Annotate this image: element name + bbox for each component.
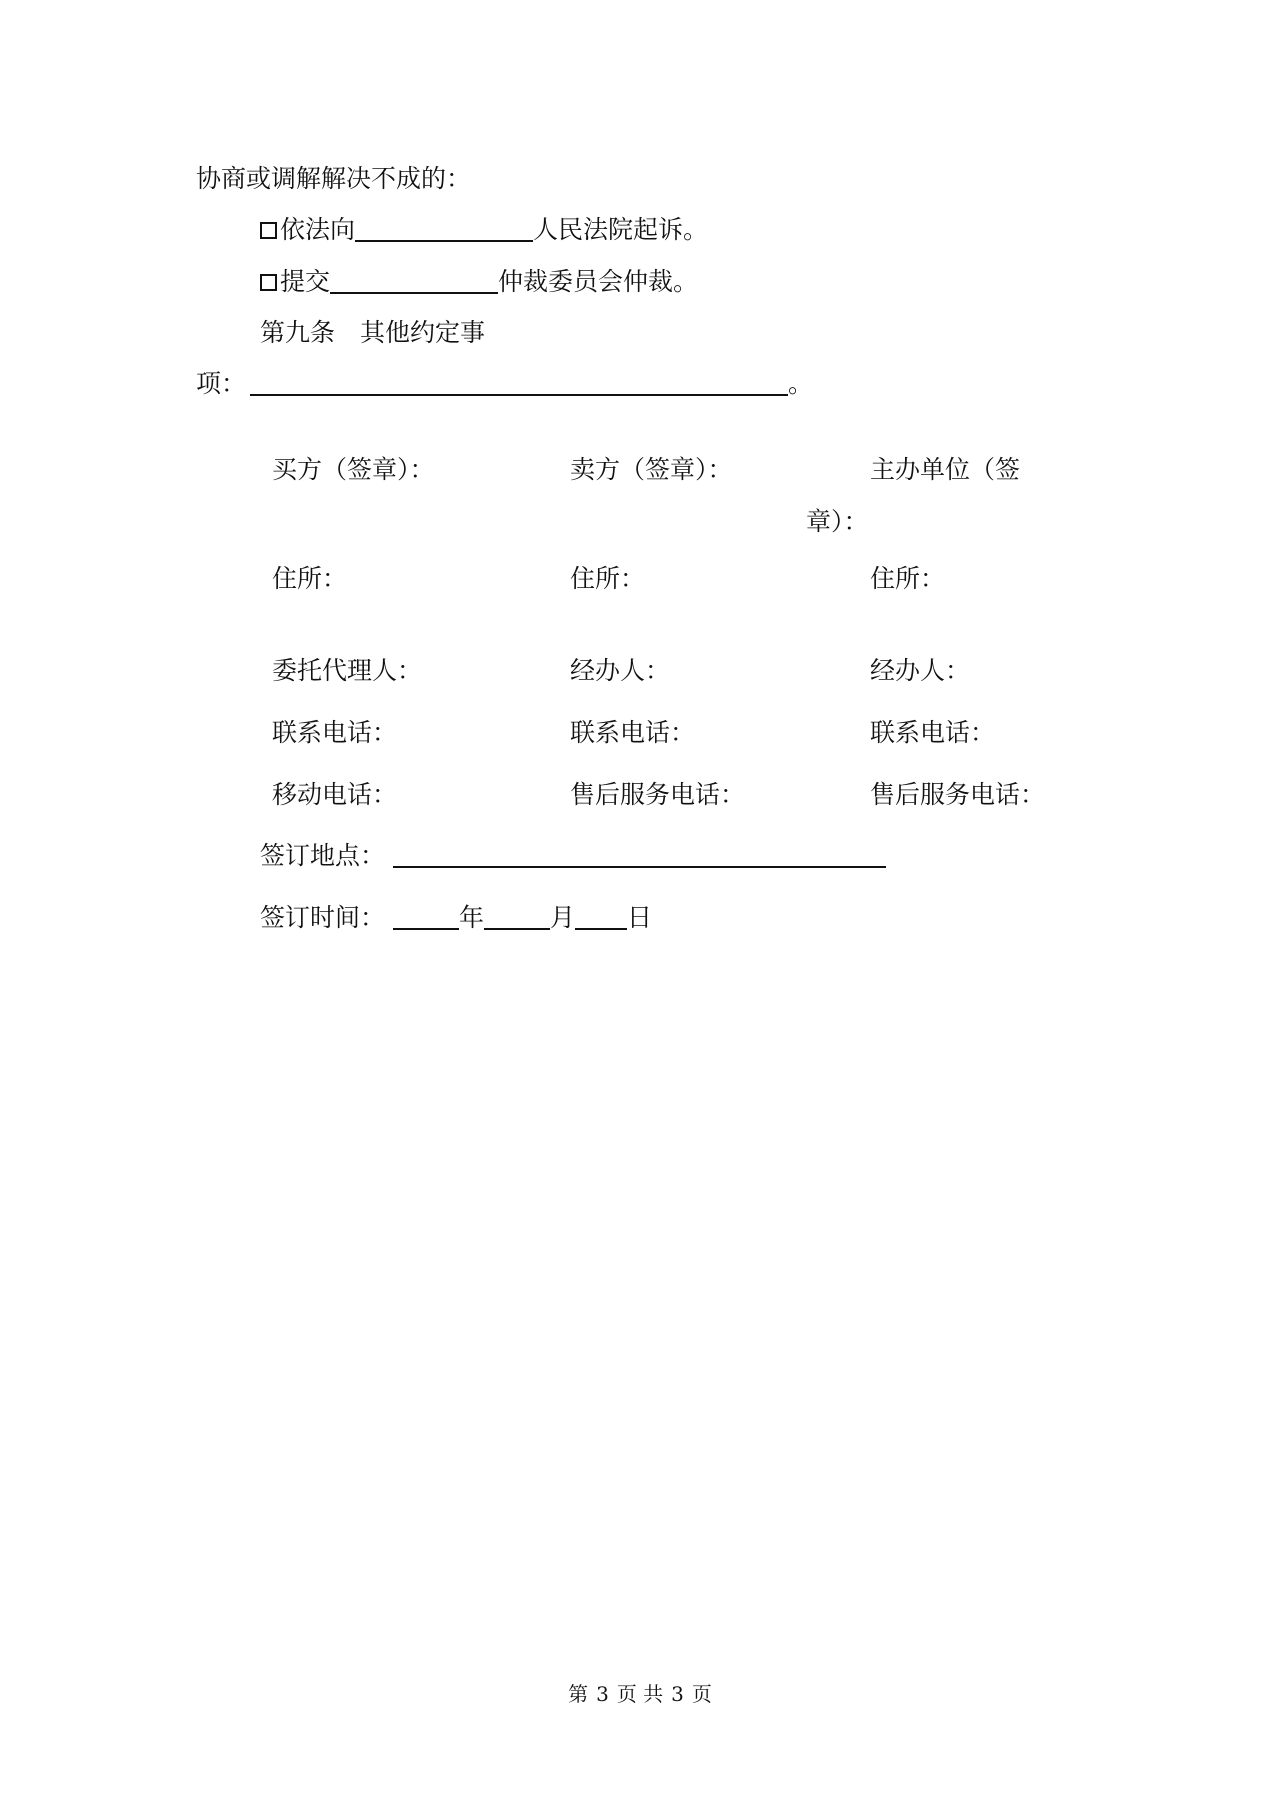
signing-month-label: 月 <box>550 903 576 932</box>
footer-page-prefix: 第 <box>568 1682 589 1706</box>
signing-place-blank[interactable] <box>393 842 886 868</box>
signing-time-label: 签订时间： <box>260 903 386 932</box>
signing-day-label: 日 <box>627 903 653 932</box>
organizer-sign-label-line1: 主办单位（签 <box>870 455 1021 484</box>
organizer-phone-label: 联系电话： <box>870 718 996 747</box>
article9-suffix: 。 <box>788 369 814 398</box>
signing-time-line <box>260 902 652 934</box>
article9-prefix: 项： <box>196 369 247 398</box>
clause-intro: 协商或调解解决不成的： <box>196 164 472 193</box>
footer-page-number: 3 <box>596 1682 609 1706</box>
article9-continued <box>196 368 813 400</box>
court-suffix: 人民法院起诉。 <box>533 215 709 244</box>
footer-page-suffix: 页 <box>691 1682 712 1706</box>
arbitration-name-blank[interactable] <box>330 268 498 294</box>
arbitration-checkbox[interactable] <box>260 274 277 291</box>
arbitration-suffix: 仲裁委员会仲裁。 <box>498 267 699 296</box>
buyer-mobile-label: 移动电话： <box>272 780 398 809</box>
signing-place-label: 签订地点： <box>260 841 386 870</box>
court-prefix: 依法向 <box>280 215 356 244</box>
other-matters-blank[interactable] <box>250 370 788 396</box>
footer-page-middle: 页 共 <box>616 1682 664 1706</box>
court-checkbox[interactable] <box>260 222 277 239</box>
page-footer <box>0 1681 1280 1707</box>
signing-year-blank[interactable] <box>393 904 459 930</box>
organizer-address-label: 住所： <box>870 564 946 593</box>
organizer-handler-label: 经办人： <box>870 656 971 685</box>
buyer-address-label: 住所： <box>272 564 348 593</box>
seller-sign-label: 卖方（签章）： <box>570 455 733 484</box>
organizer-service-phone-label: 售后服务电话： <box>870 780 1046 809</box>
seller-handler-label: 经办人： <box>570 656 671 685</box>
footer-page-total: 3 <box>671 1682 684 1706</box>
arbitration-option-line <box>260 266 698 298</box>
seller-address-label: 住所： <box>570 564 646 593</box>
signing-month-blank[interactable] <box>484 904 550 930</box>
buyer-phone-label: 联系电话： <box>272 718 398 747</box>
seller-phone-label: 联系电话： <box>570 718 696 747</box>
buyer-agent-label: 委托代理人： <box>272 656 423 685</box>
seller-service-phone-label: 售后服务电话： <box>570 780 746 809</box>
signing-day-blank[interactable] <box>575 904 627 930</box>
court-option-line <box>260 214 708 246</box>
article9-title: 第九条 其他约定事 <box>260 318 486 347</box>
buyer-sign-label: 买方（签章）： <box>272 455 435 484</box>
signing-place-line <box>260 840 886 872</box>
organizer-sign-label-line2: 章）： <box>806 507 869 536</box>
signing-year-label: 年 <box>459 903 485 932</box>
arbitration-prefix: 提交 <box>280 267 331 296</box>
court-name-blank[interactable] <box>355 216 533 242</box>
